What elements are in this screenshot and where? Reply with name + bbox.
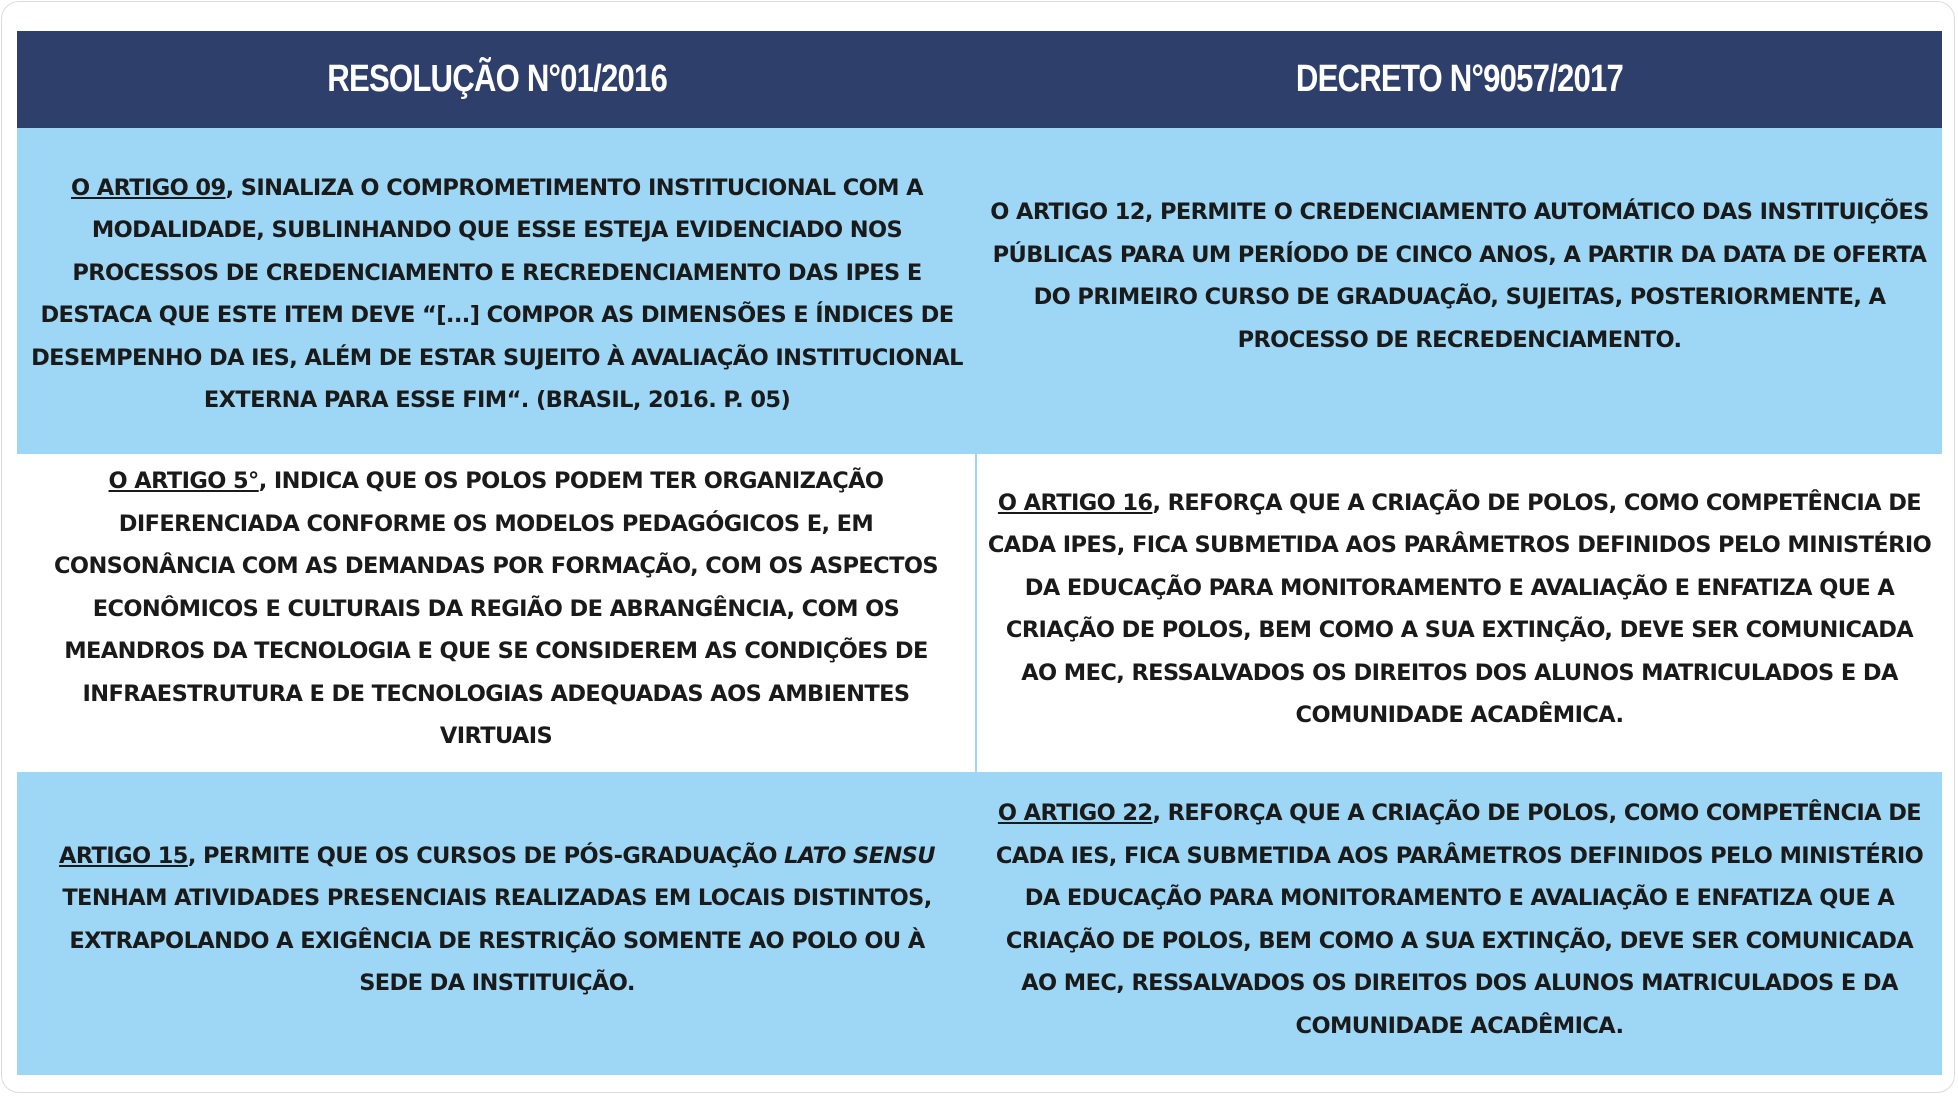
row1-left-body: , SINALIZA O COMPROMETIMENTO INSTITUCIONAL COM A MODALIDADE, SUBLINHANDO QUE ESSE ESTEJA EVIDENCIADO NOS PROCESSOS DE CREDENCIAMENTO E RECREDENCIAMENTO DAS IPES E DESTACA QUE ESTE ITEM DEVE “[...] COMPOR AS DIMENSÕES E ÍNDICES DE DESEMPENHO DA IES, ALÉM DE ESTAR SUJEITO À AVALIAÇÃO INSTITUCIONAL EXTERNA PARA ESSE FIM“. (BRASIL, 2016. P. 05) [31, 174, 963, 413]
row1-left-text [29, 161, 965, 422]
row2-right-ref: O ARTIGO 16 [997, 489, 1153, 516]
row3-left-cell [17, 772, 977, 1075]
row3-right-cell [977, 772, 1942, 1075]
row2-left-text [25, 460, 967, 758]
row3-right-text [985, 792, 1934, 1047]
header-resolucao [17, 31, 977, 128]
row2-left-cell [17, 454, 977, 772]
row2-right-body: , REFORÇA QUE A CRIAÇÃO DE POLOS, COMO COMPETÊNCIA DE CADA IPES, FICA SUBMETIDA AOS PARÂMETROS DEFINIDOS PELO MINISTÉRIO DA EDUCAÇÃO PARA MONITORAMENTO E AVALIAÇÃO E ENFATIZA QUE A CRIAÇÃO DE POLOS, BEM COMO A SUA EXTINÇÃO, DEVE SER COMUNICADA AO MEC, RESSALVADOS OS DIREITOS DOS ALUNOS MATRICULADOS E DA COMUNIDADE ACADÊMICA. [987, 489, 1932, 728]
row3-left-text [35, 835, 959, 1005]
row2-left-ref: O ARTIGO 5° [108, 468, 259, 495]
row2-right-text [985, 482, 1934, 737]
header-decreto-label: DECRETO N°9057/2017 [1295, 58, 1624, 100]
row1-right-body: O ARTIGO 12, PERMITE O CREDENCIAMENTO AUTOMÁTICO DAS INSTITUIÇÕES PÚBLICAS PARA UM PERÍODO DE CINCO ANOS, A PARTIR DA DATA DE OFERTA DO PRIMEIRO CURSO DE GRADUAÇÃO, SUJEITAS, POSTERIORMENTE, A PROCESSO DE RECREDENCIAMENTO. [990, 199, 1929, 353]
row3-left-ref: ARTIGO 15 [59, 842, 188, 869]
row3-left-body-after: TENHAM ATIVIDADES PRESENCIAIS REALIZADAS EM LOCAIS DISTINTOS, EXTRAPOLANDO A EXIGÊNCIA DE RESTRIÇÃO SOMENTE AO POLO OU À SEDE DA INSTITUIÇÃO. [62, 885, 932, 996]
row1-right-cell [977, 128, 1942, 454]
row1-left-ref: O ARTIGO 09 [71, 174, 226, 201]
row3-right-ref: O ARTIGO 22 [997, 800, 1153, 826]
comparison-table [17, 31, 1942, 1075]
header-resolucao-label: RESOLUÇÃO N°01/2016 [327, 58, 667, 100]
row1-left-cell [17, 128, 977, 454]
header-decreto [977, 31, 1942, 128]
row1-right-text [987, 191, 1932, 361]
row3-left-italic: LATO SENSU [784, 842, 935, 869]
row3-right-body: , REFORÇA QUE A CRIAÇÃO DE POLOS, COMO COMPETÊNCIA DE CADA IES, FICA SUBMETIDA AOS PARÂMETROS DEFINIDOS PELO MINISTÉRIO DA EDUCAÇÃO PARA MONITORAMENTO E AVALIAÇÃO E ENFATIZA QUE A CRIAÇÃO DE POLOS, BEM COMO A SUA EXTINÇÃO, DEVE SER COMUNICADA AO MEC, RESSALVADOS OS DIREITOS DOS ALUNOS MATRICULADOS E DA COMUNIDADE ACADÊMICA. [995, 800, 1924, 1039]
row3-left-body-before: , PERMITE QUE OS CURSOS DE PÓS-GRADUAÇÃO [187, 842, 785, 869]
row2-right-cell [977, 454, 1942, 772]
row2-left-body: , INDICA QUE OS POLOS PODEM TER ORGANIZAÇÃO DIFERENCIADA CONFORME OS MODELOS PEDAGÓGICOS E, EM CONSONÂNCIA COM AS DEMANDAS POR FORMAÇÃO, COM OS ASPECTOS ECONÔMICOS E CULTURAIS DA REGIÃO DE ABRANGÊNCIA, COM OS MEANDROS DA TECNOLOGIA E QUE SE CONSIDEREM AS CONDIÇÕES DE INFRAESTRUTURA E DE TECNOLOGIAS ADEQUADAS AOS AMBIENTES VIRTUAIS [54, 468, 938, 750]
